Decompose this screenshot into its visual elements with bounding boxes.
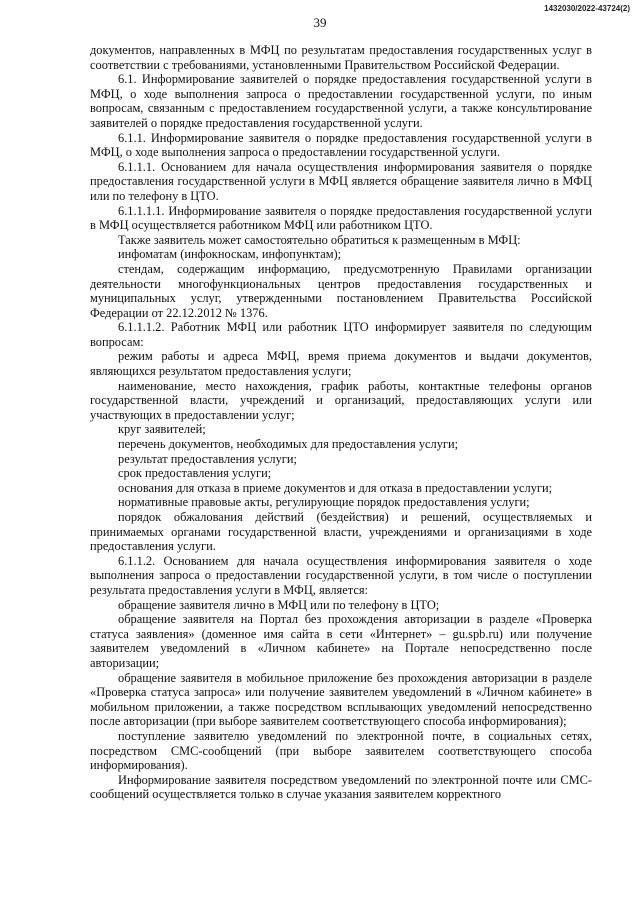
paragraph-self-service: Также заявитель может самостоятельно обратиться к размещенным в МФЦ:: [118, 232, 521, 247]
list-item: круг заявителей;: [118, 422, 206, 437]
paragraph-continuation: документов, направленных в МФЦ по результатам предоставления государственных услуг в соответствии с требованиями, установленными Правительством Российской Федерации.: [90, 43, 592, 72]
list-item: обращение заявителя в мобильное приложение без прохождения авторизации в разделе «Проверка статуса запроса» или получение заявителем уведомлений в «Личном кабинете» в мобильном приложении, а также посредством всплывающих уведомлений непосредственно после авторизации (при выборе заявителем соответствующего способа информирования);: [90, 670, 592, 729]
list-item: обращение заявителя на Портал без прохождения авторизации в разделе «Проверка статуса заявления» (доменное имя сайта в сети «Интернет» – gu.spb.ru) или получение заявителем уведомлений в «Личном кабинете» на Портале непосредственно после авторизации;: [90, 612, 592, 670]
list-item: обращение заявителя лично в МФЦ или по телефону в ЦТО;: [118, 597, 440, 612]
list-item: режим работы и адреса МФЦ, время приема документов и выдачи документов, являющихся результатом предоставления услуги;: [90, 349, 592, 379]
list-item: поступление заявителю уведомлений по электронной почте, в социальных сетях, посредством СМС-сообщений (при выборе заявителем соответствующего способа информирования).: [90, 728, 592, 773]
list-item: основания для отказа в приеме документов и для отказа в предоставлении услуги;: [118, 480, 553, 495]
document-body: [90, 43, 592, 802]
paragraph-6-1-1: 6.1.1. Информирование заявителя о порядке предоставления государственной услуги в МФЦ, о ходе выполнения запроса о предоставлении государственной услуги.: [90, 130, 592, 160]
paragraph-6-1-1-1: 6.1.1.1. Основанием для начала осуществления информирования заявителя о порядке предоставления государственной услуги в МФЦ является обращение заявителя лично в МФЦ или по телефону в ЦТО.: [90, 159, 592, 203]
list-item: перечень документов, необходимых для предоставления услуги;: [118, 437, 459, 452]
paragraph-6-1-1-1-2: 6.1.1.1.2. Работник МФЦ или работник ЦТО информирует заявителя по следующим вопросам:: [90, 320, 592, 349]
list-item: инфоматам (инфокноскам, инфопунктам);: [118, 247, 342, 262]
list-item: наименование, место нахождения, график работы, контактные телефоны органов государственной власти, учреждений и организаций, предоставляющих услуги или участвующих в предоставлении услуг;: [90, 378, 592, 422]
paragraph-6-1-1-2: 6.1.1.2. Основанием для начала осуществления информирования заявителя о ходе выполнения запроса о предоставлении государственной услуги, в том числе о поступлении результата предоставления услуги в МФЦ, является:: [90, 553, 592, 597]
paragraph-notification: Информирование заявителя посредством уведомлений по электронной почте или СМС-сообщений осуществляется только в случае указания заявителем корректного: [90, 772, 592, 802]
document-id: 1432030/2022-43724(2): [544, 4, 630, 13]
list-item: результат предоставления услуги;: [118, 451, 297, 466]
paragraph-6-1-1-1-1: 6.1.1.1.1. Информирование заявителя о порядке предоставления государственной услуги в МФЦ осуществляется работником МФЦ или работником ЦТО.: [90, 203, 592, 233]
list-item: стендам, содержащим информацию, предусмотренную Правилами организации деятельности многофункциональных центров предоставления государственных и муниципальных услуг, утвержденными постановлением Правительства Российской Федерации от 22.12.2012 № 1376.: [90, 261, 592, 320]
list-item: нормативные правовые акты, регулирующие порядок предоставления услуги;: [118, 495, 530, 510]
page-number: 39: [313, 15, 327, 30]
paragraph-6-1: 6.1. Информирование заявителей о порядке предоставления государственной услуги в МФЦ, о ходе выполнения запроса о предоставлении государственной услуги, по иным вопросам, связанным с предоставлением государственной услуги, а также консультирование заявителей о порядке предоставления государственной услуги.: [90, 72, 592, 130]
list-item: порядок обжалования действий (бездействия) и решений, осуществляемых и принимаемых органами государственной власти, учреждениями и организациями в ходе предоставления услуги.: [90, 510, 592, 554]
list-item: срок предоставления услуги;: [118, 466, 272, 481]
